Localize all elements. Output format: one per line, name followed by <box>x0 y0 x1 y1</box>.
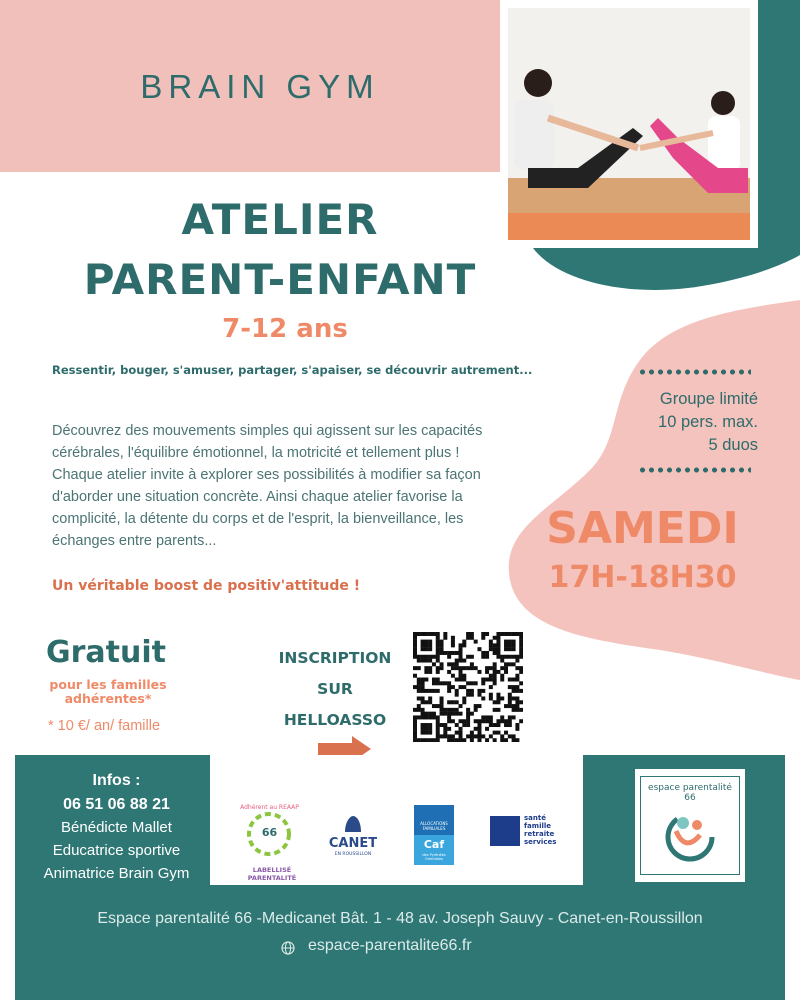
family-hands-icon <box>660 805 720 865</box>
caf-top-text: ALLOCATIONS FAMILIALES <box>420 821 448 831</box>
inscription-label[interactable] <box>265 643 405 736</box>
msa-logo <box>490 814 565 848</box>
atelier-heading: ATELIER <box>181 195 379 244</box>
reaap-label: LABELLISÉ PARENTALITÉ <box>247 866 297 882</box>
reaap-number: 66 <box>261 826 278 839</box>
reaap-top-text: Adhérent au REAAP <box>240 804 299 811</box>
boost-text: Un véritable boost de positiv'attitude ! <box>52 578 361 594</box>
group-duos: 5 duos <box>708 436 758 454</box>
description-line: échanges entre parents... <box>52 533 217 549</box>
canet-name: CANET <box>328 836 378 851</box>
schedule-time: 17H-18H30 <box>548 560 737 595</box>
description-line: Chaque atelier invite à explorer ses possibilités à modifier sa façon <box>52 467 481 483</box>
qr-code[interactable] <box>413 632 523 742</box>
caf-subtitle: des Pyrénées Orientales <box>422 853 446 861</box>
pricing-line: pour les familles <box>49 677 167 692</box>
caf-logo <box>414 805 454 865</box>
footer-address: Espace parentalité 66 -Medicanet Bât. 1 - 48 av. Joseph Sauvy - Canet-en-Roussillon <box>97 910 703 927</box>
msa-text: santé famille retraite services <box>524 814 557 846</box>
brain-gym-title: BRAIN GYM <box>140 68 380 105</box>
inscription-line: SUR <box>317 680 353 698</box>
espace-logo-text: espace parentalité 66 <box>648 783 732 803</box>
description-line: d'aborder une situation concrète. Ainsi chaque atelier favorise la <box>52 489 463 505</box>
caf-name: Caf <box>423 838 445 851</box>
pink-blob-decoration <box>470 300 800 680</box>
msa-emblem-icon <box>490 816 520 846</box>
age-range: 7-12 ans <box>222 314 348 344</box>
tagline: Ressentir, bouger, s'amuser, partager, s'apaiser, se découvrir autrement... <box>52 363 533 377</box>
parent-enfant-heading: PARENT-ENFANT <box>83 255 477 304</box>
canet-logo <box>322 812 384 862</box>
inscription-line: HELLOASSO <box>283 711 387 729</box>
free-label: Gratuit <box>46 635 166 670</box>
dotted-divider-bottom <box>638 467 751 473</box>
contact-role: Animatrice Brain Gym <box>43 865 190 882</box>
description-line: complicité, la détente du corps et de l'esprit, la bienveillance, les <box>52 511 464 527</box>
inscription-line: INSCRIPTION <box>278 649 392 667</box>
infos-title: Infos : <box>92 772 141 789</box>
contact-role: Educatrice sportive <box>52 842 181 859</box>
phone-number[interactable]: 06 51 06 88 21 <box>63 796 170 813</box>
espace-parentalite-logo <box>635 769 745 882</box>
globe-icon <box>281 941 295 955</box>
group-info <box>600 388 758 457</box>
group-max: 10 pers. max. <box>658 413 758 431</box>
canet-emblem-icon <box>342 812 364 836</box>
description-line: Découvrez des mouvements simples qui agissent sur les capacités <box>52 423 483 439</box>
pricing-line: adhérentes* <box>64 691 152 706</box>
group-limit: Groupe limité <box>659 390 758 408</box>
membership-fee-note: * 10 €/ an/ famille <box>48 718 161 734</box>
pricing-condition <box>28 678 188 706</box>
dotted-divider-top <box>638 369 751 375</box>
contact-name: Bénédicte Mallet <box>61 819 172 836</box>
canet-subtitle: EN ROUSSILLON <box>334 852 372 857</box>
description <box>52 420 492 552</box>
website-link[interactable]: espace-parentalite66.fr <box>308 937 472 954</box>
description-line: cérébrales, l'équilibre émotionnel, la motricité et tellement plus ! <box>52 445 460 461</box>
reaap-logo <box>232 804 312 882</box>
schedule-day: SAMEDI <box>546 503 739 554</box>
